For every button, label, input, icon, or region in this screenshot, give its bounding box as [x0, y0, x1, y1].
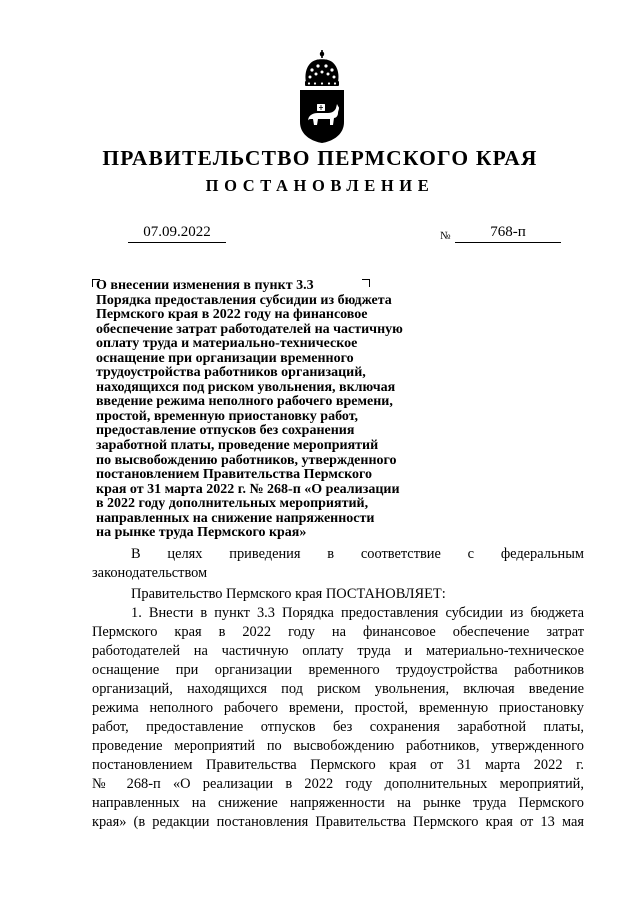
subject-line: на рынке труда Пермского края»	[96, 525, 307, 541]
body-line: работ, предоставление отпусков без сохранения заработной платы,	[92, 719, 584, 735]
body-line: 1. Внести в пункт 3.3 Порядка предоставления субсидии из бюджета	[131, 605, 584, 621]
subject-line: трудоустройства работников организаций,	[96, 365, 366, 381]
crown	[305, 50, 339, 86]
body-line: постановлением Правительства Пермского края от 31 марта 2022 г.	[92, 757, 584, 773]
subject-line: находящихся под риском увольнения, включая	[96, 379, 396, 395]
subject-line: направленных на снижение напряженности	[96, 510, 375, 526]
document-date: 07.09.2022	[128, 223, 226, 243]
body-line: режима неполного рабочего времени, простой, временную приостановку	[92, 700, 584, 716]
body-line: № 268-п «О реализации в 2022 году дополнительных мероприятий,	[92, 776, 584, 792]
subject-line: края от 31 марта 2022 г. № 268-п «О реализации	[96, 481, 400, 497]
subject-line: постановлением Правительства Пермского	[96, 467, 372, 483]
body-line: Правительство Пермского края ПОСТАНОВЛЯЕТ:	[131, 586, 446, 602]
subject-line: по высвобождению работников, утвержденного	[96, 452, 397, 468]
body-line: края» (в редакции постановления Правительства Пермского края от 13 мая	[92, 814, 584, 830]
resolves-paragraph	[92, 585, 584, 604]
body-line: законодательством	[92, 565, 208, 581]
subject-line: предоставление отпусков без сохранения	[96, 423, 355, 439]
subject-line: в 2022 году дополнительных мероприятий,	[96, 496, 369, 512]
subject-line: заработной платы, проведение мероприятий	[96, 438, 379, 454]
subject-line: Порядка предоставления субсидии из бюджета	[96, 292, 392, 308]
body-line: В целях приведения в соответствие с федеральным	[131, 546, 584, 562]
coat-of-arms-icon	[296, 48, 348, 144]
item-1-paragraph	[92, 604, 584, 832]
body-line: оснащение при организации временного трудоустройства работников	[92, 662, 584, 678]
body-line: Пермского края в 2022 году на финансовое обеспечение затрат	[92, 624, 584, 640]
body-line: работодателей на частичную оплату труда и материально-техническое	[92, 643, 584, 659]
government-title: ПРАВИТЕЛЬСТВО ПЕРМСКОГО КРАЯ	[102, 146, 538, 170]
document-subject	[96, 279, 456, 541]
subject-line: простой, временную приостановку работ,	[96, 408, 359, 424]
body-line: направленных на снижение напряженности на рынке труда Пермского	[92, 795, 584, 811]
document-number: 768-п	[455, 223, 561, 243]
body-line: организаций, находящихся под риском увольнения, включая введение	[92, 681, 584, 697]
preamble-paragraph	[92, 545, 584, 583]
document-body	[92, 545, 584, 832]
number-sign: №	[440, 230, 451, 242]
subject-line: Пермского края в 2022 году на финансовое	[96, 307, 368, 323]
body-line: проведение мероприятий по высвобождению работников, утвержденного	[92, 738, 584, 754]
subject-line: О внесении изменения в пункт 3.3	[96, 278, 314, 293]
subject-line: обеспечение затрат работодателей на частичную	[96, 321, 403, 337]
document-type: ПОСТАНОВЛЕНИЕ	[205, 176, 435, 195]
subject-line: оснащение при организации временного	[96, 350, 354, 366]
subject-line: введение режима неполного рабочего времени,	[96, 394, 393, 410]
subject-line: оплату труда и материально-техническое	[96, 336, 358, 352]
